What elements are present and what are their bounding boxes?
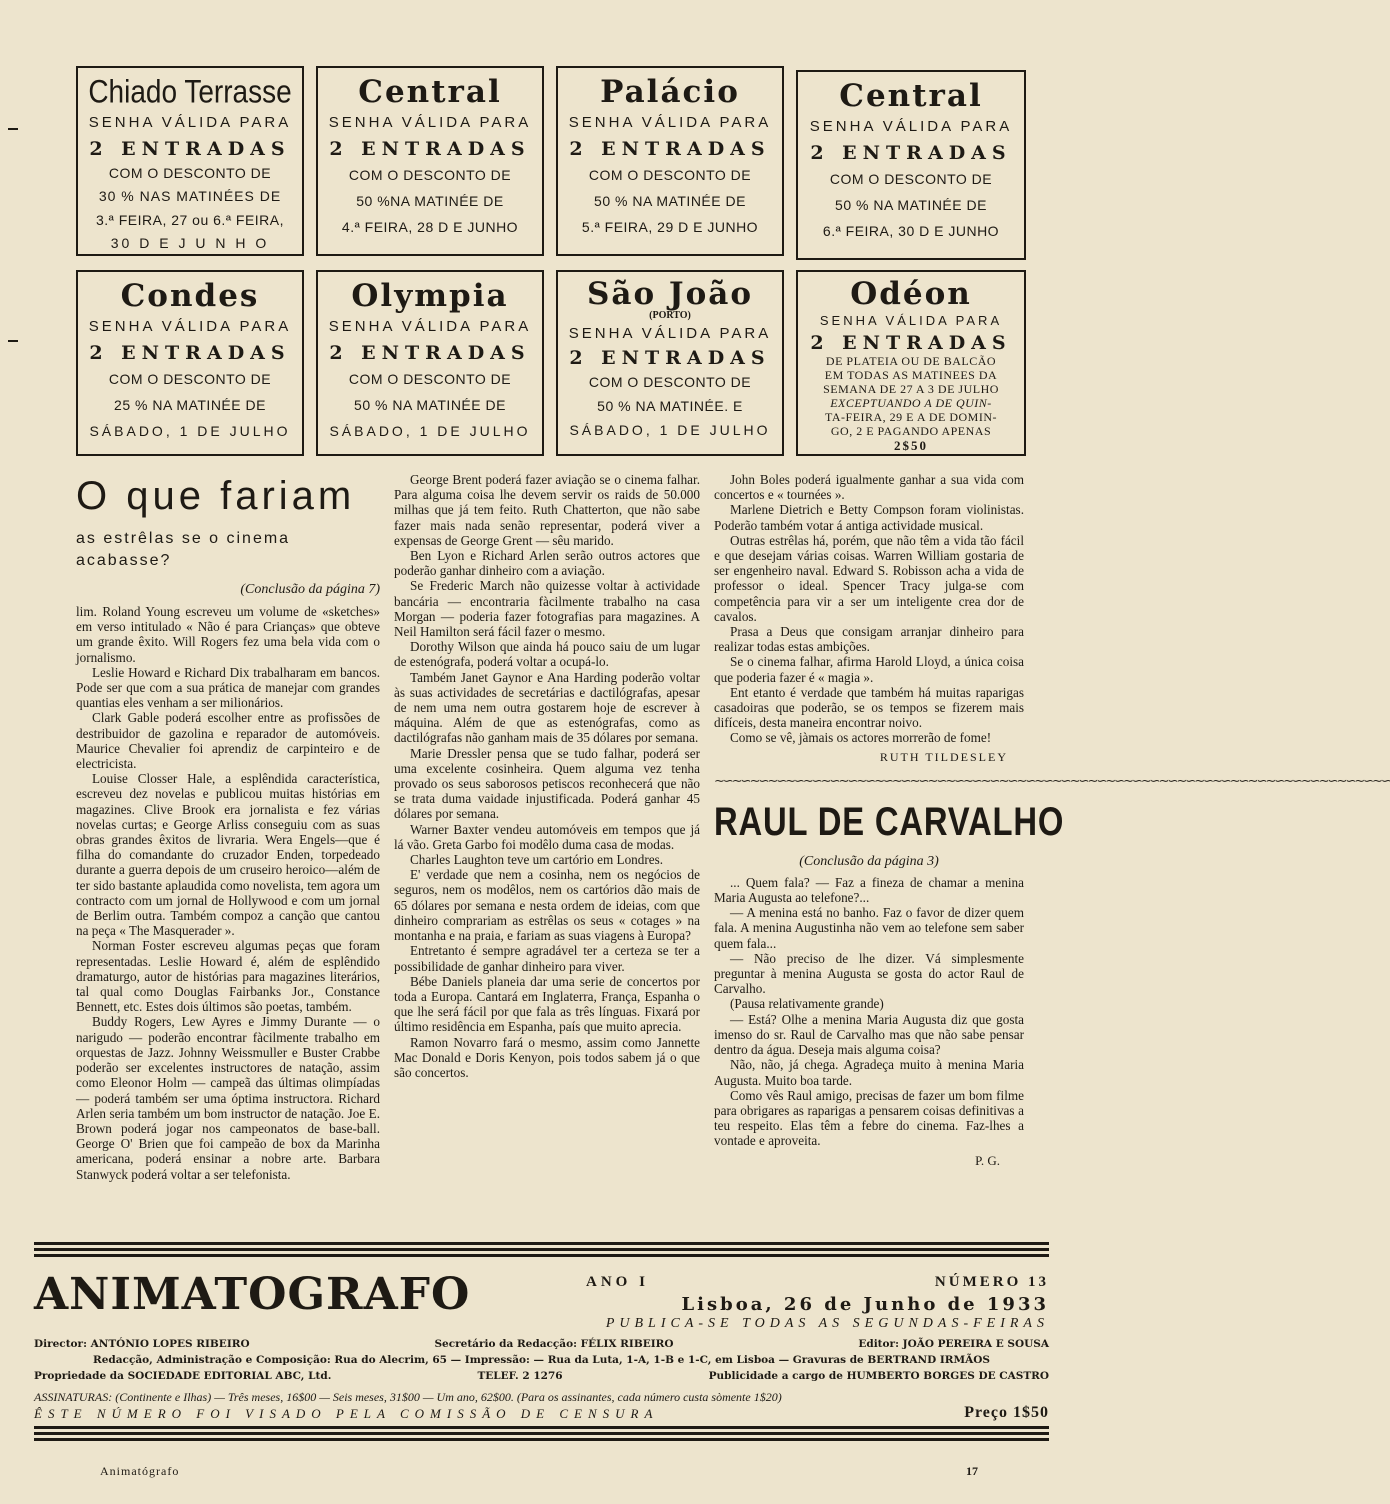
masthead-ano: ANO I bbox=[586, 1274, 649, 1290]
article-column-3 bbox=[714, 472, 1390, 1168]
ticket-line: GO, 2 E PAGANDO APENAS bbox=[830, 424, 992, 438]
paragraph: ... Quem fala? — Faz a fineza de chamar a menina Maria Augusta ao telefone?... bbox=[714, 874, 1024, 906]
masthead-price: Preço 1$50 bbox=[964, 1404, 1049, 1421]
ticket-line: 25 % NA MATINÉE DE bbox=[114, 397, 266, 413]
paragraph: Se o cinema falhar, afirma Harold Lloyd, a única coisa que poderia fazer é « magia ». bbox=[714, 654, 1024, 685]
ticket-line: COM O DESCONTO DE bbox=[348, 371, 512, 387]
ticket-line: 50 % NA MATINÉE DE bbox=[594, 193, 746, 209]
paragraph: George Brent poderá fazer aviação se o cinema falhar. Para alguma coisa lhe devem servir os raids de 50.000 milhas que já tem feito. Ruth Chatterton, que não sabe fazer mais nada senão representar, poderá viver a expensas de George Grent — sêu marido. bbox=[394, 472, 700, 548]
ticket-city: (PORTO) bbox=[649, 310, 691, 321]
ticket-line: COM O DESCONTO DE bbox=[348, 167, 512, 183]
ticket-line: SÁBADO, 1 DE JULHO bbox=[569, 422, 771, 438]
masthead-ownership-line bbox=[34, 1370, 1049, 1382]
ticket-title: Central bbox=[839, 78, 983, 114]
ticket-entradas: 2 ENTRADAS bbox=[810, 332, 1012, 354]
author-signature: RUTH TILDESLEY bbox=[879, 749, 1008, 764]
margin-mark bbox=[8, 340, 18, 342]
ticket-line: 50 % NA MATINÉE DE bbox=[835, 197, 987, 213]
masthead-rules-bottom bbox=[34, 1426, 1049, 1441]
paragraph: Ramon Novarro fará o mesmo, assim como Jannette Mac Donald e Doris Kenyon, pois todos sabem já o que são concertos. bbox=[394, 1034, 700, 1080]
ticket-line: 6.ª FEIRA, 30 D E JUNHO bbox=[822, 223, 1000, 239]
ticket-line: 5.ª FEIRA, 29 D E JUNHO bbox=[581, 219, 759, 235]
ticket-entradas: 2 ENTRADAS bbox=[89, 138, 291, 160]
masthead-director: Director: ANTÓNIO LOPES RIBEIRO bbox=[34, 1338, 250, 1350]
ticket-odeon bbox=[796, 270, 1026, 456]
wavy-divider: ∼∽∼∽∼∽∼∽∼∽∼∽∼∽∼∽∼∽∼∽∼∽∼∽∼∽∼∽∼∽∼∽∼∽∼∽∼∽∼∽∼∽∼∽∼∽∼∽∼∽∼∽∼∽∼∽∼∽∼∽∼∽∼∽∼∽∼∽∼∽∼∽∼∽∼∽ bbox=[714, 772, 1390, 788]
ticket-line: COM O DESCONTO DE bbox=[588, 374, 752, 390]
ticket-line: COM O DESCONTO DE bbox=[108, 371, 272, 387]
masthead-redaccao: Redacção, Administração e Composição: Rua do Alecrim, 65 — Impressão: — Rua da Luta, 1-A, 1-B e 1-C, em Lisboa — Gravuras de BERTRAND IRMÃOS bbox=[93, 1354, 990, 1366]
ticket-title: Palácio bbox=[600, 74, 740, 110]
paragraph: Dorothy Wilson que ainda há pouco saiu de um lugar de estenógrafa, poderá voltar a ocupá-lo. bbox=[394, 639, 700, 670]
ticket-title: São João bbox=[586, 276, 754, 312]
masthead-publicidade: Publicidade a cargo de HUMBERTO BORGES DE CASTRO bbox=[708, 1370, 1049, 1382]
ticket-title: Odéon bbox=[850, 276, 972, 312]
ticket-central-2 bbox=[796, 70, 1026, 260]
ticket-senha: SENHA VÁLIDA PARA bbox=[568, 325, 772, 342]
ticket-line: EM TODAS AS MATINEES DA bbox=[824, 368, 998, 382]
ticket-title: Olympia bbox=[351, 278, 509, 314]
masthead-editor: Editor: JOÃO PEREIRA E SOUSA bbox=[858, 1338, 1049, 1350]
masthead-publication-schedule: PUBLICA-SE TODAS AS SEGUNDAS-FEIRAS bbox=[605, 1316, 1049, 1331]
paragraph: John Boles poderá igualmente ganhar a sua vida com concertos e « tournées ». bbox=[714, 472, 1024, 503]
paragraph: Buddy Rogers, Lew Ayres e Jimmy Durante — o narigudo — poderão encontrar fàcilmente trabalho em orquestas de Jazz. Johnny Weissmuller e Buster Crabbe poderão ser excelentes instructores de natação, assim como Eleonor Holm — campeã das últimas olimpíadas — poderá também ser uma óptima instructora. Richard Arlen seria também um bom instructor de natação. Joe E. Brown poderá jogar nos campeonatos de base-ball. George O' Brien que foi campeão de box da Marinha americana, poderá ensinar a nobre arte. Barbara Stanwyck poderá voltar a ser telefonista. bbox=[76, 1014, 380, 1182]
article-headline: O que fariam bbox=[76, 474, 356, 518]
paragraph: Prasa a Deus que consigam arranjar dinheiro para realizar todas estas ambições. bbox=[714, 624, 1024, 655]
ticket-line: 30 D E J U N H O bbox=[110, 235, 270, 251]
ticket-entradas: 2 ENTRADAS bbox=[569, 138, 771, 160]
article-column-2 bbox=[394, 472, 700, 1080]
ticket-senha: SENHA VÁLIDA PARA bbox=[88, 318, 292, 335]
paragraph: Se Frederic March não quizesse voltar à actividade bancária — encontraria fàcilmente trabalho na casa Morgan — poderia fazer fotografias para magazines. A Neil Hamilton será fácil fazer o mesmo. bbox=[394, 578, 700, 640]
ticket-line: EXCEPTUANDO A DE QUIN- bbox=[830, 396, 992, 410]
paragraph: Leslie Howard e Richard Dix trabalharam em bancos. Pode ser que com a sua prática de manejar com grandes quantias eles venham a ser milionários. bbox=[76, 664, 380, 711]
masthead-telef: TELEF. 2 1276 bbox=[477, 1370, 563, 1382]
ticket-line: COM O DESCONTO DE bbox=[108, 165, 272, 181]
footer-publication-name: Animatógrafo bbox=[100, 1464, 180, 1478]
paragraph: — Está? Olhe a menina Maria Augusta diz que gosta imenso do sr. Raul de Carvalho mas que não sabe pensar dentro da água. Deseja mais alguma coisa? bbox=[714, 1011, 1024, 1058]
ticket-line: 50 % NA MATINÉE. E bbox=[597, 398, 743, 414]
paragraph: lim. Roland Young escreveu um volume de «sketches» em verso intitulado « Não é para Crianças» que obteve um grande êxito. Will Rogers fez uma bela vida com o jornalismo. bbox=[76, 604, 380, 665]
masthead-address-line bbox=[34, 1354, 1049, 1366]
ticket-line: 4.ª FEIRA, 28 D E JUNHO bbox=[341, 219, 519, 235]
article-column-1 bbox=[76, 472, 380, 1182]
ticket-line: SÁBADO, 1 DE JULHO bbox=[89, 423, 291, 439]
ticket-senha: SENHA VÁLIDA PARA bbox=[88, 114, 292, 131]
paragraph: Marlene Dietrich e Betty Compson foram violinistas. Poderão também votar á antiga actividade musical. bbox=[714, 502, 1024, 533]
ticket-title: Condes bbox=[120, 278, 260, 314]
paragraph: Também Janet Gaynor e Ana Harding poderão voltar às suas actividades de secretárias e dactilógrafas, apesar de nem uma nem outra gostarem hoje de escrever à máquina. Além de que as estenógrafas, como as dactilógrafas não ganham mais de 35 dólares por semana. bbox=[394, 669, 700, 746]
ticket-price: 2$50 bbox=[894, 438, 928, 453]
paragraph: Norman Foster escreveu algumas peças que foram representadas. Leslie Howard é, além de esplêndido dramaturgo, autor de histórias para magazines literários, tal qual como Douglas Fairbanks Jor., Constance Bennett, etc. Estes dois últimos são poetas, também. bbox=[76, 938, 380, 1015]
ticket-senha: SENHA VÁLIDA PARA bbox=[328, 318, 532, 335]
masthead-staff-line bbox=[34, 1338, 1049, 1350]
page-number: 17 bbox=[966, 1464, 978, 1478]
ticket-line: COM O DESCONTO DE bbox=[829, 171, 993, 187]
ticket-palacio bbox=[556, 66, 784, 256]
ticket-olympia bbox=[316, 270, 544, 456]
ticket-line: TA-FEIRA, 29 E A DE DOMIN- bbox=[824, 410, 998, 424]
masthead-date: Lisboa, 26 de Junho de 1933 bbox=[681, 1294, 1049, 1315]
paragraph: Bébe Daniels planeia dar uma serie de concertos por toda a Europa. Cantará em Inglaterra, França, Espanha o que lhe será fácil por que fala as três línguas. Fixará por último residência em Espanha, país que muito aprecia. bbox=[394, 973, 700, 1035]
paragraph: (Pausa relativamente grande) bbox=[730, 996, 884, 1012]
ticket-chiado-terrasse bbox=[76, 66, 304, 256]
ticket-central-1 bbox=[316, 66, 544, 256]
ticket-senha: SENHA VÁLIDA PARA bbox=[809, 118, 1013, 135]
masthead-assinaturas: ASSINATURAS: (Continente e Ilhas) — Três meses, 16$00 — Seis meses, 31$00 — Um ano, 62$00. (Para os assinantes, cada número custa sòmente 1$20) bbox=[34, 1390, 782, 1404]
masthead-secretario: Secretário da Redacção: FÉLIX RIBEIRO bbox=[434, 1338, 674, 1350]
ticket-line: 50 % NA MATINÉE DE bbox=[354, 397, 506, 413]
ticket-entradas: 2 ENTRADAS bbox=[89, 342, 291, 364]
article-headline: RAUL DE CARVALHO bbox=[714, 799, 1065, 844]
ticket-entradas: 2 ENTRADAS bbox=[569, 347, 771, 369]
paragraph: Louise Closser Hale, a esplêndida característica, escreveu dez novelas e publicou muitas histórias em magazines. Clive Brook era jornalista e fez várias novelas curtas; e George Arliss conseguiu com as suas obras grandes êxitos de livraria. Wera Engels—que é filha do comandante do cruzador Enden, torpedeado durante a guerra depois de um cruseiro heroico—além de ter sido bastante aplaudida como novelista, tem agora um contracto com um jornal de Hollywood e com um jornal de Berlim outra. Também compoz a canção que cantou na peça « The Masquerader ». bbox=[76, 771, 380, 939]
ticket-entradas: 2 ENTRADAS bbox=[329, 138, 531, 160]
paragraph: Warner Baxter vendeu automóveis em tempos que já lá vão. Greta Garbo foi modêlo duma casa de modas. bbox=[394, 821, 700, 852]
ticket-senha: SENHA VÁLIDA PARA bbox=[568, 114, 772, 131]
paragraph: E' verdade que nem a cosinha, nem os negócios de seguros, nem os modêlos, nem os cartórios dão mais de 65 dólares por semana e nesta ordem de ideias, com que dinheiro comprariam as estrêlas os seus « cotages » na montanha e na praia, e fariam as suas viagens à Europa? bbox=[394, 867, 700, 944]
ticket-sao-joao bbox=[556, 270, 784, 456]
paragraph: Como vês Raul amigo, precisas de fazer um bom filme para obrigares as raparigas a pensarem coisas definitivas a teu respeito. Elas têm a febre do cinema. Faz-lhes a vontade e aproveita. bbox=[714, 1087, 1024, 1149]
paragraph: Outras estrêlas há, porém, que não têm a vida tão fácil e que desejam várias coisas. Warren William gostaria de ser engenheiro naval. Edward S. Robisson acha a vida de professor o ideal. Spencer Tracy julga-se com competência para vir a ser um inteligente crea dor de cavalos. bbox=[714, 532, 1024, 624]
ticket-senha: SENHA VÁLIDA PARA bbox=[328, 114, 532, 131]
paragraph: Como se vê, jàmais os actores morrerão de fome! bbox=[730, 730, 992, 746]
masthead-censura: ÊSTE NÚMERO FOI VISADO PELA COMISSÃO DE CENSURA bbox=[34, 1406, 659, 1421]
paragraph: Entretanto é sempre agradável ter a certeza se ter a possibilidade de ganhar dinheiro para viver. bbox=[394, 943, 700, 974]
masthead-propriedade: Propriedade da SOCIEDADE EDITORIAL ABC, Ltd. bbox=[34, 1370, 332, 1382]
paragraph: — Não preciso de lhe dizer. Vá simplesmente preguntar à menina Augusta se gosta do actor Raul de Carvalho. bbox=[714, 950, 1024, 997]
continuation-note: (Conclusão da página 3) bbox=[799, 853, 939, 869]
ticket-entradas: 2 ENTRADAS bbox=[329, 342, 531, 364]
margin-mark bbox=[8, 128, 18, 130]
masthead bbox=[34, 1242, 1049, 1421]
paragraph: Charles Laughton teve um cartório em Londres. bbox=[410, 852, 664, 868]
author-signature: P. G. bbox=[975, 1152, 1000, 1168]
ticket-line: 3.ª FEIRA, 27 ou 6.ª FEIRA, bbox=[95, 212, 285, 228]
ticket-entradas: 2 ENTRADAS bbox=[810, 142, 1012, 164]
ticket-line: SÁBADO, 1 DE JULHO bbox=[329, 423, 531, 439]
paragraph: Clark Gable poderá escolher entre as profissões de destribuidor de gazolina e reparador de automóveis. Maurice Chevalier foi aprendiz de carpinteiro e de electricista. bbox=[76, 710, 380, 772]
ticket-line: 30 % NAS MATINÉES DE bbox=[98, 188, 282, 204]
ticket-condes bbox=[76, 270, 304, 456]
ticket-line: 50 %NA MATINÉE DE bbox=[356, 193, 504, 209]
ticket-title: Central bbox=[358, 74, 502, 110]
ticket-line: SEMANA DE 27 A 3 DE JULHO bbox=[823, 382, 999, 396]
paragraph: Ben Lyon e Richard Arlen serão outros actores que poderão ganhar dinheiro com a aviação. bbox=[394, 548, 700, 579]
paragraph: — A menina está no banho. Faz o favor de dizer quem fala. A menina Augustinha não vem ao telefone sem saber quem fala... bbox=[714, 905, 1024, 951]
masthead-title: ANIMATOGRAFO bbox=[34, 1269, 471, 1320]
ticket-line: DE PLATEIA OU DE BALCÃO bbox=[825, 354, 997, 368]
continuation-note: (Conclusão da página 7) bbox=[240, 582, 380, 597]
paragraph: Não, não, já chega. Agradeça muito à menina Maria Augusta. Muito boa tarde. bbox=[714, 1057, 1024, 1088]
masthead-rules-top bbox=[34, 1242, 1049, 1257]
ticket-senha: SENHA VÁLIDA PARA bbox=[819, 313, 1003, 328]
masthead-numero: NÚMERO 13 bbox=[934, 1274, 1049, 1290]
paragraph: Marie Dressler pensa que se tudo falhar, poderá ser uma excelente cosinheira. Quem alguma vez tenha provado os seus saborosos petiscos reconhecerá que não se trata duma vaidade injustificada. Poderá ganhar 45 dólares por semana. bbox=[394, 745, 700, 822]
ticket-line: COM O DESCONTO DE bbox=[588, 167, 752, 183]
ticket-title: Chiado Terrasse bbox=[88, 73, 292, 110]
paragraph: Ent etanto é verdade que também há muitas raparigas casadoiras que poderão, se os tempos se fizerem mais difíceis, desta maneira encontrar noivo. bbox=[714, 684, 1024, 731]
article-subhead: as estrêlas se o cinema acabasse? bbox=[76, 530, 291, 569]
